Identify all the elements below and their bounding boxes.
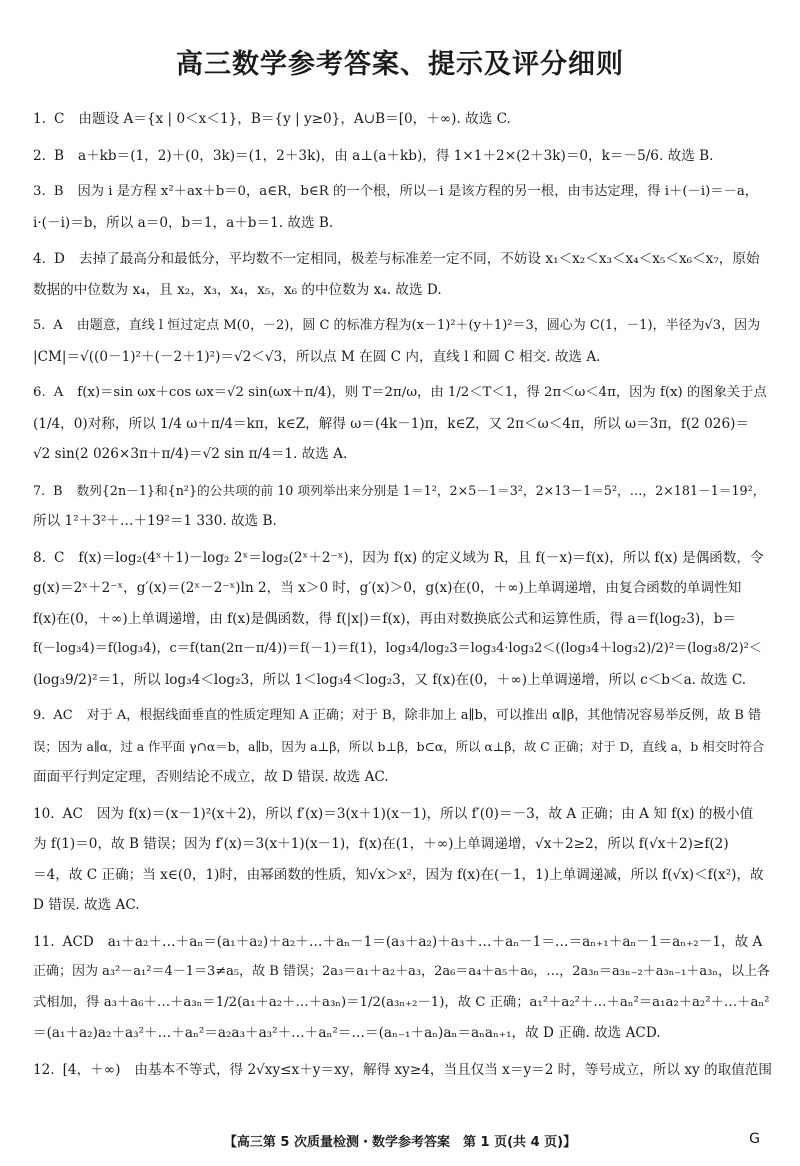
explanation-text: √2 sin(2 026×3π＋π/4)＝√2 sin π/4＝1. 故选 A. xyxy=(33,446,348,462)
question-number: 9. xyxy=(33,708,46,723)
explanation-text: 面面平行判定定理，否则结论不成立，故 D 错误. 故选 AC. xyxy=(33,769,389,785)
answer-item xyxy=(33,244,773,305)
answer-line xyxy=(33,378,773,409)
answer-line xyxy=(33,543,773,574)
explanation-text: 由题设 A＝{x | 0＜x＜1}，B＝{y | y≥0}，A∪B＝[0，＋∞). 故选 C. xyxy=(78,111,511,127)
answer-line xyxy=(33,890,773,921)
explanation-text: 误；因为 a∥α，过 a 作平面 γ∩α＝b，a∥b，因为 a⊥β，所以 b⊥β，b⊂α，所以 α⊥β，故 C 正确；对于 D，直线 a，b 相交时符合 xyxy=(33,738,765,754)
answer-choice: ACD xyxy=(62,933,94,950)
explanation-text: ＝4，故 C 正确；当 x∈(0，1)时，由幂函数的性质，知√x＞x²，因为 f(x)在(－1，1)上单调递减，所以 f(√x)＜f(x²)，故 xyxy=(33,866,764,883)
answer-item xyxy=(33,311,773,372)
answer-choice: AC xyxy=(53,708,73,723)
answer-line xyxy=(33,1018,773,1049)
page-footer: 【高三第 5 次质量检测・数学参考答案 第 1 页(共 4 页)】 xyxy=(223,1135,577,1150)
answer-item xyxy=(33,476,773,537)
answer-line xyxy=(33,762,773,793)
answer-line xyxy=(33,634,773,665)
answer-line xyxy=(33,799,773,830)
explanation-text: D 错误. 故选 AC. xyxy=(33,897,140,913)
answer-line xyxy=(33,141,773,172)
explanation-text: 去掉了最高分和最低分，平均数不一定相同，极差与标准差一定不同，不妨设 x₁＜x₂＜x₃＜x₄＜x₅＜x₆＜x₇，原始 xyxy=(78,251,760,267)
explanation-text: (log₃9/2)²＝1，所以 log₃4＜log₂3，所以 1＜log₃4＜log₂3，又 f(x)在(0，＋∞)上单调递增，所以 c＜b＜a. 故选 C. xyxy=(33,671,747,688)
answer-line xyxy=(33,208,773,239)
answer-line xyxy=(33,829,773,860)
explanation-text: 对于 A，根据线面垂直的性质定理知 A 正确；对于 B，除非加上 a∥b，可以推出 α∥β，其他情况容易举反例，故 B 错 xyxy=(86,708,762,723)
answer-item xyxy=(33,799,773,921)
answer-line xyxy=(33,311,773,342)
explanation-text: 因为 i 是方程 x²＋ax＋b＝0，a∈R，b∈R 的一个根，所以－i 是该方程的另一根，由韦达定理，得 i＋(－i)＝－a， xyxy=(77,184,759,199)
answer-line xyxy=(33,988,773,1019)
explanation-text: i·(－i)＝b，所以 a＝0，b＝1，a＋b＝1. 故选 B. xyxy=(33,214,334,231)
explanation-text: 为 f(1)＝0，故 B 错误；因为 f′(x)＝3(x＋1)(x－1)，f(x)在(1，＋∞)上单调递增，√x＋2≥2，所以 f(√x＋2)≥f(2) xyxy=(33,836,729,852)
answer-line xyxy=(33,665,773,696)
answer-item xyxy=(33,104,773,135)
explanation-text: f(－log₃4)＝f(log₃4)，c＝f(tan(2π－π/4))＝f(－1)＝f(1)，log₃4/log₂3＝log₃4·log₃2＜((log₃4＋log₃2)/2)²＝(log₃8/2)²＜ xyxy=(33,641,762,656)
question-number: 2. xyxy=(33,147,46,164)
explanation-text: (1/4，0)对称，所以 1/4 ω＋π/4＝kπ，k∈Z，解得 ω＝(4k－1)π，k∈Z，又 2π＜ω＜4π，所以 ω＝3π，f(2 026)＝ xyxy=(33,415,749,432)
answer-item xyxy=(33,543,773,696)
explanation-text: 由题意，直线 l 恒过定点 M(0，－2)，圆 C 的标准方程为(x－1)²＋(y＋1)²＝3，圆心为 C(1，－1)，半径为√3，因为 xyxy=(76,318,761,333)
answer-line xyxy=(33,927,773,958)
answer-line xyxy=(33,573,773,604)
question-number: 8. xyxy=(33,549,46,566)
answer-item xyxy=(33,1055,773,1086)
answer-line xyxy=(33,476,773,507)
explanation-text: ＝(a₁＋a₂)a₂＋a₃²＋…＋aₙ²＝a₂a₃＋a₃²＋…＋aₙ²＝…＝(aₙ₋₁＋aₙ)aₙ＝aₙaₙ₊₁，故 D 正确. 故选 ACD. xyxy=(33,1025,661,1041)
answer-line xyxy=(33,177,773,208)
answer-choice: C xyxy=(53,111,65,127)
answer-item xyxy=(33,177,773,238)
answer-line xyxy=(33,275,773,306)
answer-line xyxy=(33,1055,773,1086)
answer-item xyxy=(33,701,773,793)
answer-choice: [4，＋∞) xyxy=(62,1061,121,1078)
explanation-text: 正确；因为 a₃²－a₁²＝4－1＝3≠a₅，故 B 错误；2a₃＝a₁＋a₂＋a₃，2a₆＝a₄＋a₅＋a₆，…，2a₃ₙ＝a₃ₙ₋₂＋a₃ₙ₋₁＋a₃ₙ，以上各 xyxy=(33,964,770,979)
question-number: 7. xyxy=(33,482,46,498)
answer-line xyxy=(33,860,773,891)
explanation-text: f(x)在(0，＋∞)上单调递增，由 f(x)是偶函数，得 f(|x|)＝f(x)，再由对数换底公式和运算性质，得 a＝f(log₂3)，b＝ xyxy=(33,610,737,627)
page-title: 高三数学参考答案、提示及评分细则 xyxy=(176,49,624,80)
answer-choice: B xyxy=(53,147,64,164)
answer-item xyxy=(33,378,773,470)
answer-choice: B xyxy=(53,184,64,199)
explanation-text: f(x)＝sin ωx＋cos ωx＝√2 sin(ωx＋π/4)，则 T＝2π/ω，由 1/2＜T＜1，得 2π＜ω＜4π，因为 f(x) 的图象关于点 xyxy=(77,385,767,400)
answer-line xyxy=(33,409,773,440)
question-number: 5. xyxy=(33,318,46,333)
explanation-text: a₁＋a₂＋…＋aₙ＝(a₁＋a₂)＋a₂＋…＋aₙ－1＝(a₃＋a₂)＋a₃＋…＋aₙ－1＝…＝aₙ₊₁＋aₙ－1＝aₙ₊₂－1，故 A xyxy=(107,933,763,950)
explanation-text: a＋kb＝(1，2)＋(0，3k)＝(1，2＋3k)，由 a⊥(a＋kb)，得 1×1＋2×(2＋3k)＝0，k＝－5/6. 故选 B. xyxy=(77,147,714,164)
explanation-text: 数据的中位数为 x₄，且 x₂，x₃，x₄，x₅，x₆ 的中位数为 x₄. 故选 D. xyxy=(33,281,442,298)
explanation-text: 所以 1²＋3²＋…＋19²＝1 330. 故选 B. xyxy=(33,513,277,529)
answer-item xyxy=(33,927,773,1049)
answer-line xyxy=(33,604,773,635)
answer-list xyxy=(33,104,773,1091)
question-number: 11. xyxy=(33,933,55,950)
answer-line xyxy=(33,957,773,988)
question-number: 6. xyxy=(33,385,46,400)
answer-choice: D xyxy=(53,251,65,267)
question-number: 10. xyxy=(33,805,55,822)
explanation-text: 因为 f(x)＝(x－1)²(x＋2)，所以 f′(x)＝3(x＋1)(x－1)，所以 f′(0)＝－3，故 A 正确；由 A 知 f(x) 的极小值 xyxy=(96,805,754,822)
answer-item xyxy=(33,141,773,172)
explanation-text: 数列{2n－1}和{n²}的公共项的前 10 项列举出来分别是 1＝1²，2×5－1＝3²，2×13－1＝5²，…，2×181－1＝19²， xyxy=(76,482,766,498)
answer-line xyxy=(33,701,773,732)
answer-line xyxy=(33,732,773,763)
explanation-text: f(x)＝log₂(4ˣ＋1)－log₂ 2ˣ＝log₂(2ˣ＋2⁻ˣ)，因为 f(x) 的定义域为 R，且 f(－x)＝f(x)，所以 f(x) 是偶函数，令 xyxy=(78,549,764,566)
answer-line xyxy=(33,342,773,373)
explanation-text: 式相加，得 a₃＋a₆＋…＋a₃ₙ＝1/2(a₁＋a₂＋…＋a₃ₙ)＝1/2(a₃ₙ₊₂－1)，故 C 正确；a₁²＋a₂²＋…＋aₙ²＝a₁a₂＋a₂²＋…＋aₙ² xyxy=(33,994,770,1010)
answer-choice: AC xyxy=(62,805,83,822)
explanation-text: g(x)＝2ˣ＋2⁻ˣ，g′(x)＝(2ˣ－2⁻ˣ)ln 2，当 x＞0 时，g′(x)＞0，g(x)在(0，＋∞)上单调递增，由复合函数的单调性知 xyxy=(33,580,742,596)
explanation-text: 由基本不等式，得 2√xy≤x＋y＝xy，解得 xy≥4，当且仅当 x＝y＝2 时，等号成立，所以 xy 的取值范围 xyxy=(134,1061,772,1078)
footer-version-letter: G xyxy=(749,1131,760,1147)
answer-line xyxy=(33,244,773,275)
question-number: 4. xyxy=(33,251,46,267)
question-number: 3. xyxy=(33,184,46,199)
answer-line xyxy=(33,506,773,537)
answer-line xyxy=(33,104,773,135)
answer-choice: B xyxy=(53,482,63,498)
answer-choice: A xyxy=(53,318,63,333)
explanation-text: |CM|＝√((0－1)²＋(－2＋1)²)＝√2＜√3，所以点 M 在圆 C 内，直线 l 和圆 C 相交. 故选 A. xyxy=(33,348,601,365)
answer-choice: C xyxy=(53,549,65,566)
answer-line xyxy=(33,439,773,470)
question-number: 12. xyxy=(33,1061,55,1078)
question-number: 1. xyxy=(33,111,46,127)
answer-choice: A xyxy=(53,385,64,400)
